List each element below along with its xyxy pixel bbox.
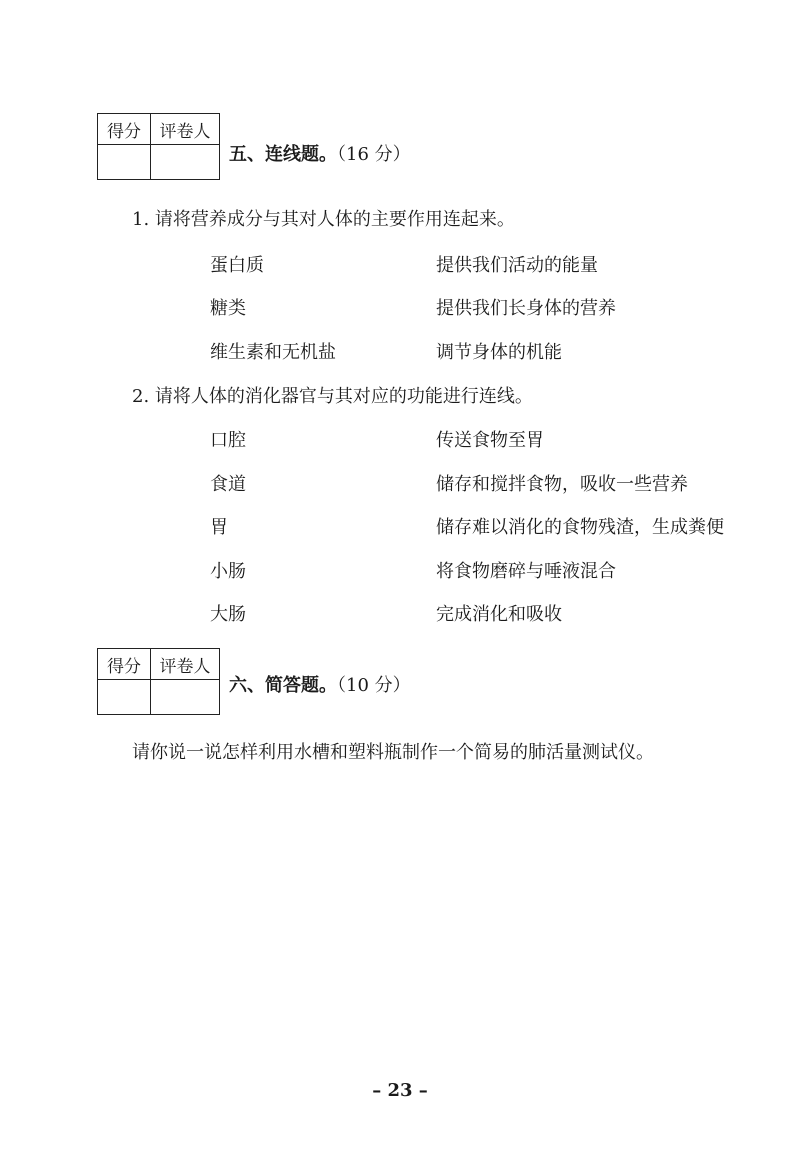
q2-right-item: 将食物磨碎与唾液混合: [436, 561, 616, 582]
grader-field: [151, 680, 220, 715]
score-box-section5: [97, 113, 220, 180]
q2-right-item: 储存和搅拌食物，吸收一些营养: [436, 474, 688, 495]
q1-left-item: 蛋白质: [210, 255, 264, 276]
section6-question: 请你说一说怎样利用水槽和塑料瓶制作一个简易的肺活量测试仪。: [132, 742, 654, 763]
q2-left-item: 食道: [210, 474, 246, 495]
q1-left-item: 糖类: [210, 298, 246, 319]
score-label: 得分: [98, 114, 151, 145]
q2-right-item: 传送食物至胃: [436, 430, 544, 451]
q2-prompt: 2. 请将人体的消化器官与其对应的功能进行连线。: [132, 386, 533, 407]
section6-title-text: 六、简答题。: [229, 675, 337, 696]
q2-left-item: 胃: [210, 517, 228, 538]
section6-title: [229, 671, 411, 697]
q1-right-item: 调节身体的机能: [436, 342, 562, 363]
q1-prompt: 1. 请将营养成分与其对人体的主要作用连起来。: [132, 209, 515, 230]
grader-label: 评卷人: [151, 649, 220, 680]
grader-label: 评卷人: [151, 114, 220, 145]
page-number: – 23 –: [372, 1080, 428, 1101]
q2-right-item: 储存难以消化的食物残渣，生成粪便: [436, 517, 724, 538]
section5-title-text: 五、连线题。: [229, 144, 337, 165]
score-box-section6: [97, 648, 220, 715]
grader-field: [151, 145, 220, 180]
section6-points: （10 分）: [337, 675, 411, 696]
score-label: 得分: [98, 649, 151, 680]
q1-right-item: 提供我们活动的能量: [436, 255, 598, 276]
score-field: [98, 680, 151, 715]
q1-right-item: 提供我们长身体的营养: [436, 298, 616, 319]
q2-left-item: 大肠: [210, 604, 246, 625]
q1-left-item: 维生素和无机盐: [210, 342, 336, 363]
section5-title: [229, 140, 411, 166]
q2-right-item: 完成消化和吸收: [436, 604, 562, 625]
q2-left-item: 小肠: [210, 561, 246, 582]
q2-left-item: 口腔: [210, 430, 246, 451]
score-field: [98, 145, 151, 180]
section5-points: （16 分）: [337, 144, 411, 165]
